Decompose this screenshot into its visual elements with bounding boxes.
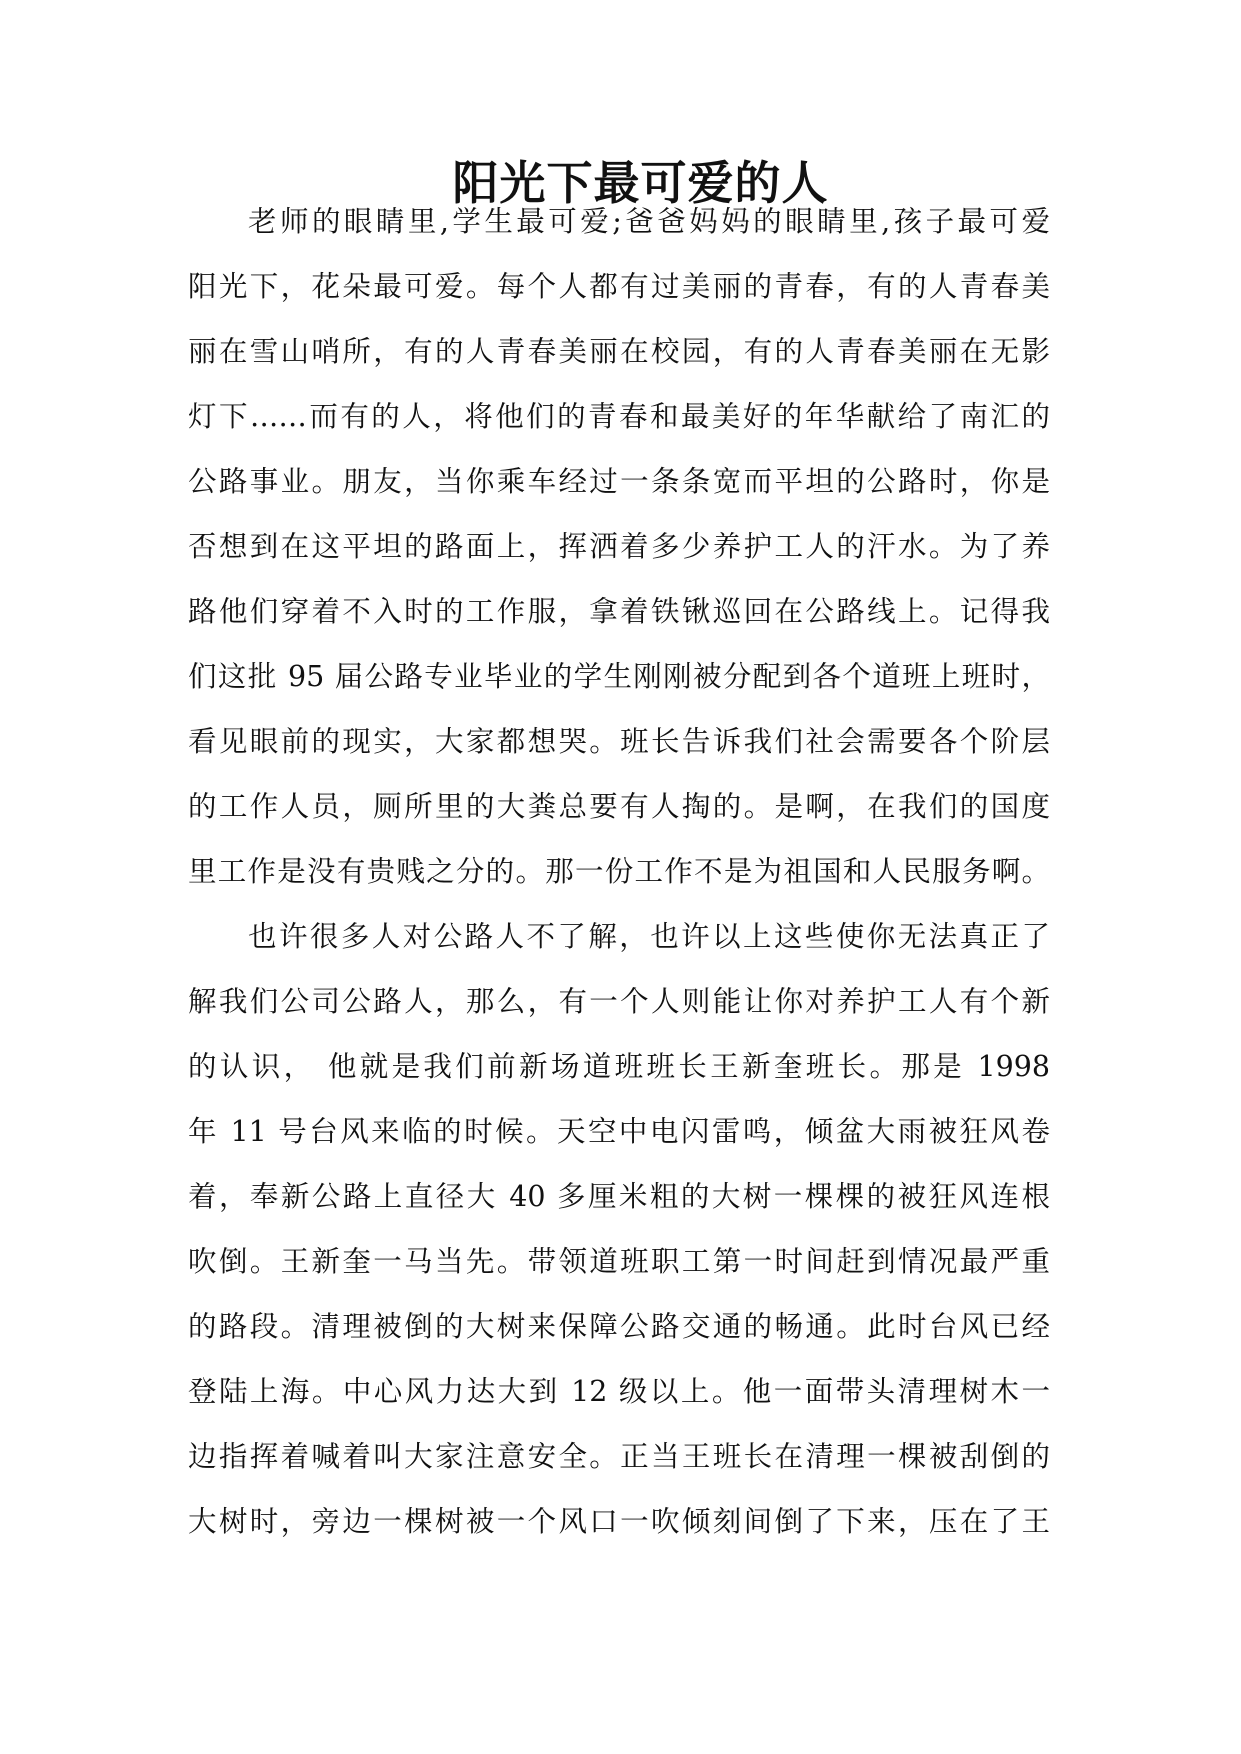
text-line: 否想到在这平坦的路面上，挥洒着多少养护工人的汗水。为了养 [188, 530, 1050, 563]
text-line: 们这批 95 届公路专业毕业的学生刚刚被分配到各个道班上班时， [188, 660, 1050, 693]
text-line: 登陆上海。中心风力达大到 12 级以上。他一面带头清理树木一 [188, 1375, 1050, 1408]
text-line: 的路段。清理被倒的大树来保障公路交通的畅通。此时台风已经 [188, 1310, 1050, 1343]
text-line: 阳光下，花朵最可爱。每个人都有过美丽的青春，有的人青春美 [188, 270, 1050, 303]
text-line: 丽在雪山哨所，有的人青春美丽在校园，有的人青春美丽在无影 [188, 335, 1050, 368]
text-line: 里工作是没有贵贱之分的。那一份工作不是为祖国和人民服务啊。 [188, 855, 1050, 888]
text-line: 看见眼前的现实，大家都想哭。班长告诉我们社会需要各个阶层 [188, 725, 1050, 758]
text-line: 解我们公司公路人，那么，有一个人则能让你对养护工人有个新 [188, 985, 1050, 1018]
text-line: 老师的眼睛里,学生最可爱;爸爸妈妈的眼睛里,孩子最可爱 [248, 205, 1050, 238]
text-line: 着，奉新公路上直径大 40 多厘米粗的大树一棵棵的被狂风连根 [188, 1180, 1050, 1213]
text-line: 也许很多人对公路人不了解，也许以上这些使你无法真正了 [248, 920, 1050, 953]
document-title: 阳光下最可爱的人 [452, 156, 829, 210]
text-line: 年 11 号台风来临的时候。天空中电闪雷鸣，倾盆大雨被狂风卷 [188, 1115, 1050, 1148]
text-line: 吹倒。王新奎一马当先。带领道班职工第一时间赶到情况最严重 [188, 1245, 1050, 1278]
text-line: 路他们穿着不入时的工作服，拿着铁锹巡回在公路线上。记得我 [188, 595, 1050, 628]
text-line: 边指挥着喊着叫大家注意安全。正当王班长在清理一棵被刮倒的 [188, 1440, 1050, 1473]
text-line: 公路事业。朋友，当你乘车经过一条条宽而平坦的公路时，你是 [188, 465, 1050, 498]
text-line: 的工作人员，厕所里的大粪总要有人掏的。是啊，在我们的国度 [188, 790, 1050, 823]
text-line: 大树时，旁边一棵树被一个风口一吹倾刻间倒了下来，压在了王 [188, 1505, 1050, 1538]
text-line: 的认识， 他就是我们前新场道班班长王新奎班长。那是 1998 [188, 1050, 1050, 1083]
text-line: 灯下……而有的人，将他们的青春和最美好的年华献给了南汇的 [188, 400, 1050, 433]
